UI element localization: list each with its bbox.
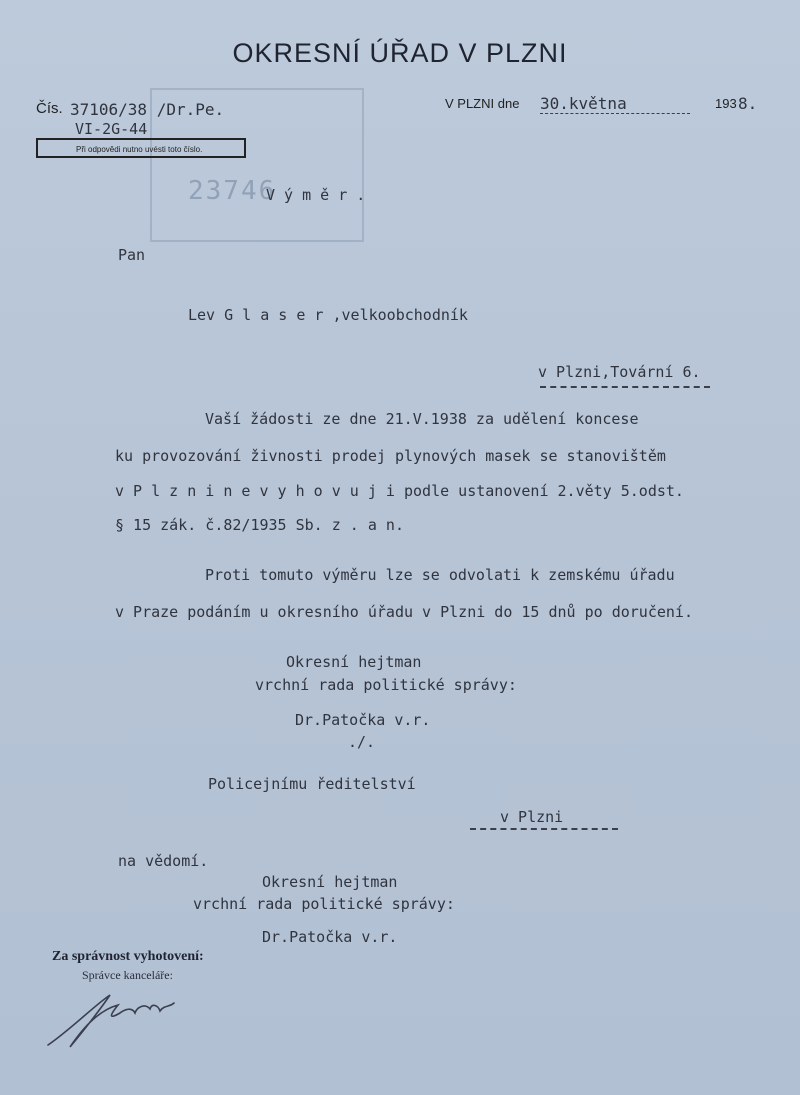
signature-2-rank: vrchní rada politické správy: — [193, 895, 455, 913]
appeal-line-2: v Praze podáním u okresního úřadu v Plzni do 15 dnů po doručení. — [115, 603, 693, 621]
certification-line-2: Správce kanceláře: — [82, 968, 173, 982]
year-prefix: 193 — [715, 96, 737, 111]
cis-label: Čís. — [36, 100, 63, 117]
date-field: 30.května — [540, 94, 690, 114]
signature-2-name: Dr.Patočka v.r. — [262, 928, 398, 946]
address: v Plzni,Tovární 6. — [538, 363, 701, 381]
page-title: OKRESNÍ ÚŘAD V PLZNI — [232, 38, 568, 68]
salutation: Pan — [118, 246, 146, 264]
reference-note: Při odpovědi nutno uvésti toto číslo. — [76, 145, 203, 154]
recipient-underline — [470, 828, 618, 830]
body-line-3: v P l z n i n e v y h o v u j i podle ustanovení 2.věty 5.odst. — [115, 482, 684, 500]
certification-line-1: Za správnost vyhotovení: — [52, 949, 204, 964]
recipient-place: v Plzni — [500, 808, 564, 826]
reference-note-box — [36, 138, 246, 158]
handwritten-signature — [40, 985, 200, 1055]
appeal-line-1: Proti tomuto výměru lze se odvolati k zemskému úřadu — [205, 566, 675, 584]
year-digit: 8. — [738, 94, 758, 113]
signature-1-name: Dr.Patočka v.r. — [295, 711, 431, 729]
body-line-1: Vaší žádosti ze dne 21.V.1938 za udělení koncese — [205, 410, 639, 428]
place-label: V PLZNI dne — [445, 96, 520, 111]
body-line-4: § 15 zák. č.82/1935 Sb. z . a n. — [115, 516, 404, 534]
body-line-2: ku provozování živnosti prodej plynových masek se stanovištěm — [115, 447, 666, 465]
registry-stamp-number: 23746 — [188, 176, 277, 206]
signature-1-title: Okresní hejtman — [286, 653, 422, 671]
address-underline — [540, 386, 710, 388]
signature-1-rank: vrchní rada politické správy: — [255, 676, 517, 694]
signature-2-title: Okresní hejtman — [262, 873, 398, 891]
reference-subnumber: VI-2G-44 — [75, 120, 148, 138]
notice: na vědomí. — [118, 852, 209, 870]
signature-1-mark: ./. — [348, 733, 376, 751]
recipient: Policejnímu ředitelství — [208, 775, 416, 793]
document-type: V ý m ě r . — [266, 186, 366, 204]
reference-number: 37106/38 /Dr.Pe. — [70, 100, 225, 119]
addressee: Lev G l a s e r ,velkoobchodník — [188, 306, 468, 324]
